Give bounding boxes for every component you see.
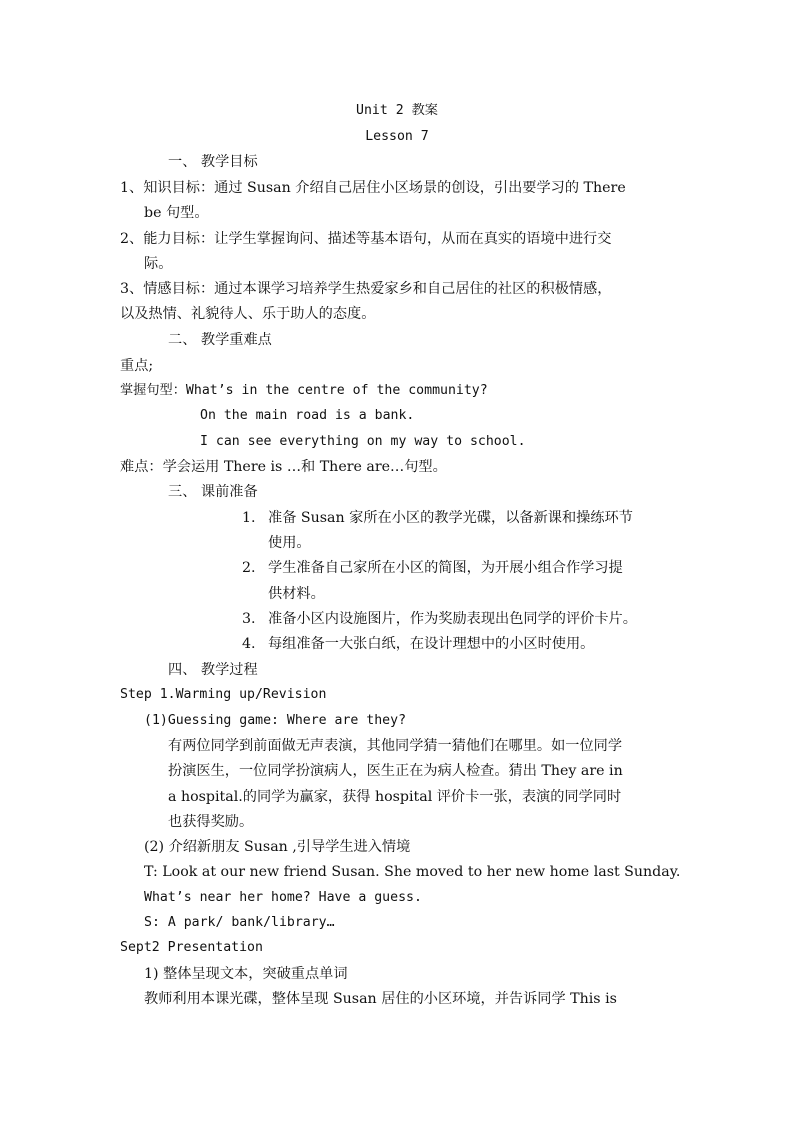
dialog-teacher-line-2: What’s near her home? Have a guess.: [144, 890, 422, 905]
prep-3-line-1: 准备小区内设施图片，作为奖励表现出色同学的评价卡片。: [268, 611, 637, 627]
section-4-heading: 四、 教学过程: [168, 662, 258, 678]
objective-2-line-2: 际。: [144, 256, 173, 272]
key-point-label: 重点;: [120, 358, 154, 374]
section-2-heading: 二、 教学重难点: [168, 332, 272, 348]
step-2-1-text-line-1: 教师利用本课光碟，整体呈现 Susan 居住的小区环境，并告诉同学 This is: [144, 991, 617, 1007]
dialog-teacher-line-1: T: Look at our new friend Susan. She moved to her new home last Sunday.: [144, 864, 681, 880]
section-3-heading: 三、 课前准备: [168, 484, 258, 500]
prep-2-line-1: 学生准备自己家所在小区的简图，为开展小组合作学习提: [268, 560, 623, 576]
step-1-1-text-line-1: 有两位同学到前面做无声表演，其他同学猜一猜他们在哪里。如一位同学: [168, 738, 623, 754]
prep-1-line-1: 准备 Susan 家所在小区的教学光碟，以备新课和操练环节: [268, 510, 633, 526]
objective-1-line-2: be 句型。: [144, 205, 209, 221]
doc-title: Unit 2 教案: [356, 103, 438, 118]
prep-3-number: 3.: [242, 611, 256, 627]
prep-1-number: 1.: [242, 510, 256, 526]
step-1-1-heading: (1)Guessing game: Where are they?: [144, 713, 407, 728]
step-1-1-text-line-4: 也获得奖励。: [168, 814, 254, 830]
prep-4-number: 4.: [242, 636, 256, 652]
objective-3-line-2: 以及热情、礼貌待人、乐于助人的态度。: [120, 306, 376, 322]
key-sentence-3: I can see everything on my way to school.: [200, 434, 526, 449]
prep-1-line-2: 使用。: [268, 535, 311, 551]
step-1-heading: Step 1.Warming up/Revision: [120, 687, 327, 702]
step-1-1-text-line-3: a hospital.的同学为赢家，获得 hospital 评价卡一张，表演的同学同时: [168, 789, 622, 805]
prep-2-line-2: 供材料。: [268, 586, 325, 602]
lesson-title: Lesson 7: [365, 129, 429, 144]
step-1-2-heading: (2) 介绍新朋友 Susan ,引导学生进入情境: [144, 839, 411, 855]
prep-4-line-1: 每组准备一大张白纸，在设计理想中的小区时使用。: [268, 636, 595, 652]
prep-2-number: 2.: [242, 560, 256, 576]
key-sentence-1: 掌握句型：What’s in the centre of the community?: [120, 383, 488, 398]
step-1-1-text-line-2: 扮演医生，一位同学扮演病人，医生正在为病人检查。猜出 They are in: [168, 763, 623, 779]
difficulty-point: 难点：学会运用 There is …和 There are…句型。: [120, 459, 447, 475]
dialog-student-line: S: A park/ bank/library…: [144, 915, 335, 930]
objective-3-line-1: 3、情感目标：通过本课学习培养学生热爱家乡和自己居住的社区的积极情感，: [120, 281, 612, 297]
step-2-heading: Sept2 Presentation: [120, 940, 263, 955]
step-2-1-heading: 1) 整体呈现文本，突破重点单词: [144, 966, 348, 982]
objective-1-line-1: 1、知识目标：通过 Susan 介绍自己居住小区场景的创设，引出要学习的 There: [120, 180, 626, 196]
key-sentence-2: On the main road is a bank.: [200, 408, 415, 423]
section-1-heading: 一、 教学目标: [168, 154, 258, 170]
objective-2-line-1: 2、能力目标：让学生掌握询问、描述等基本语句，从而在真实的语境中进行交: [120, 231, 612, 247]
